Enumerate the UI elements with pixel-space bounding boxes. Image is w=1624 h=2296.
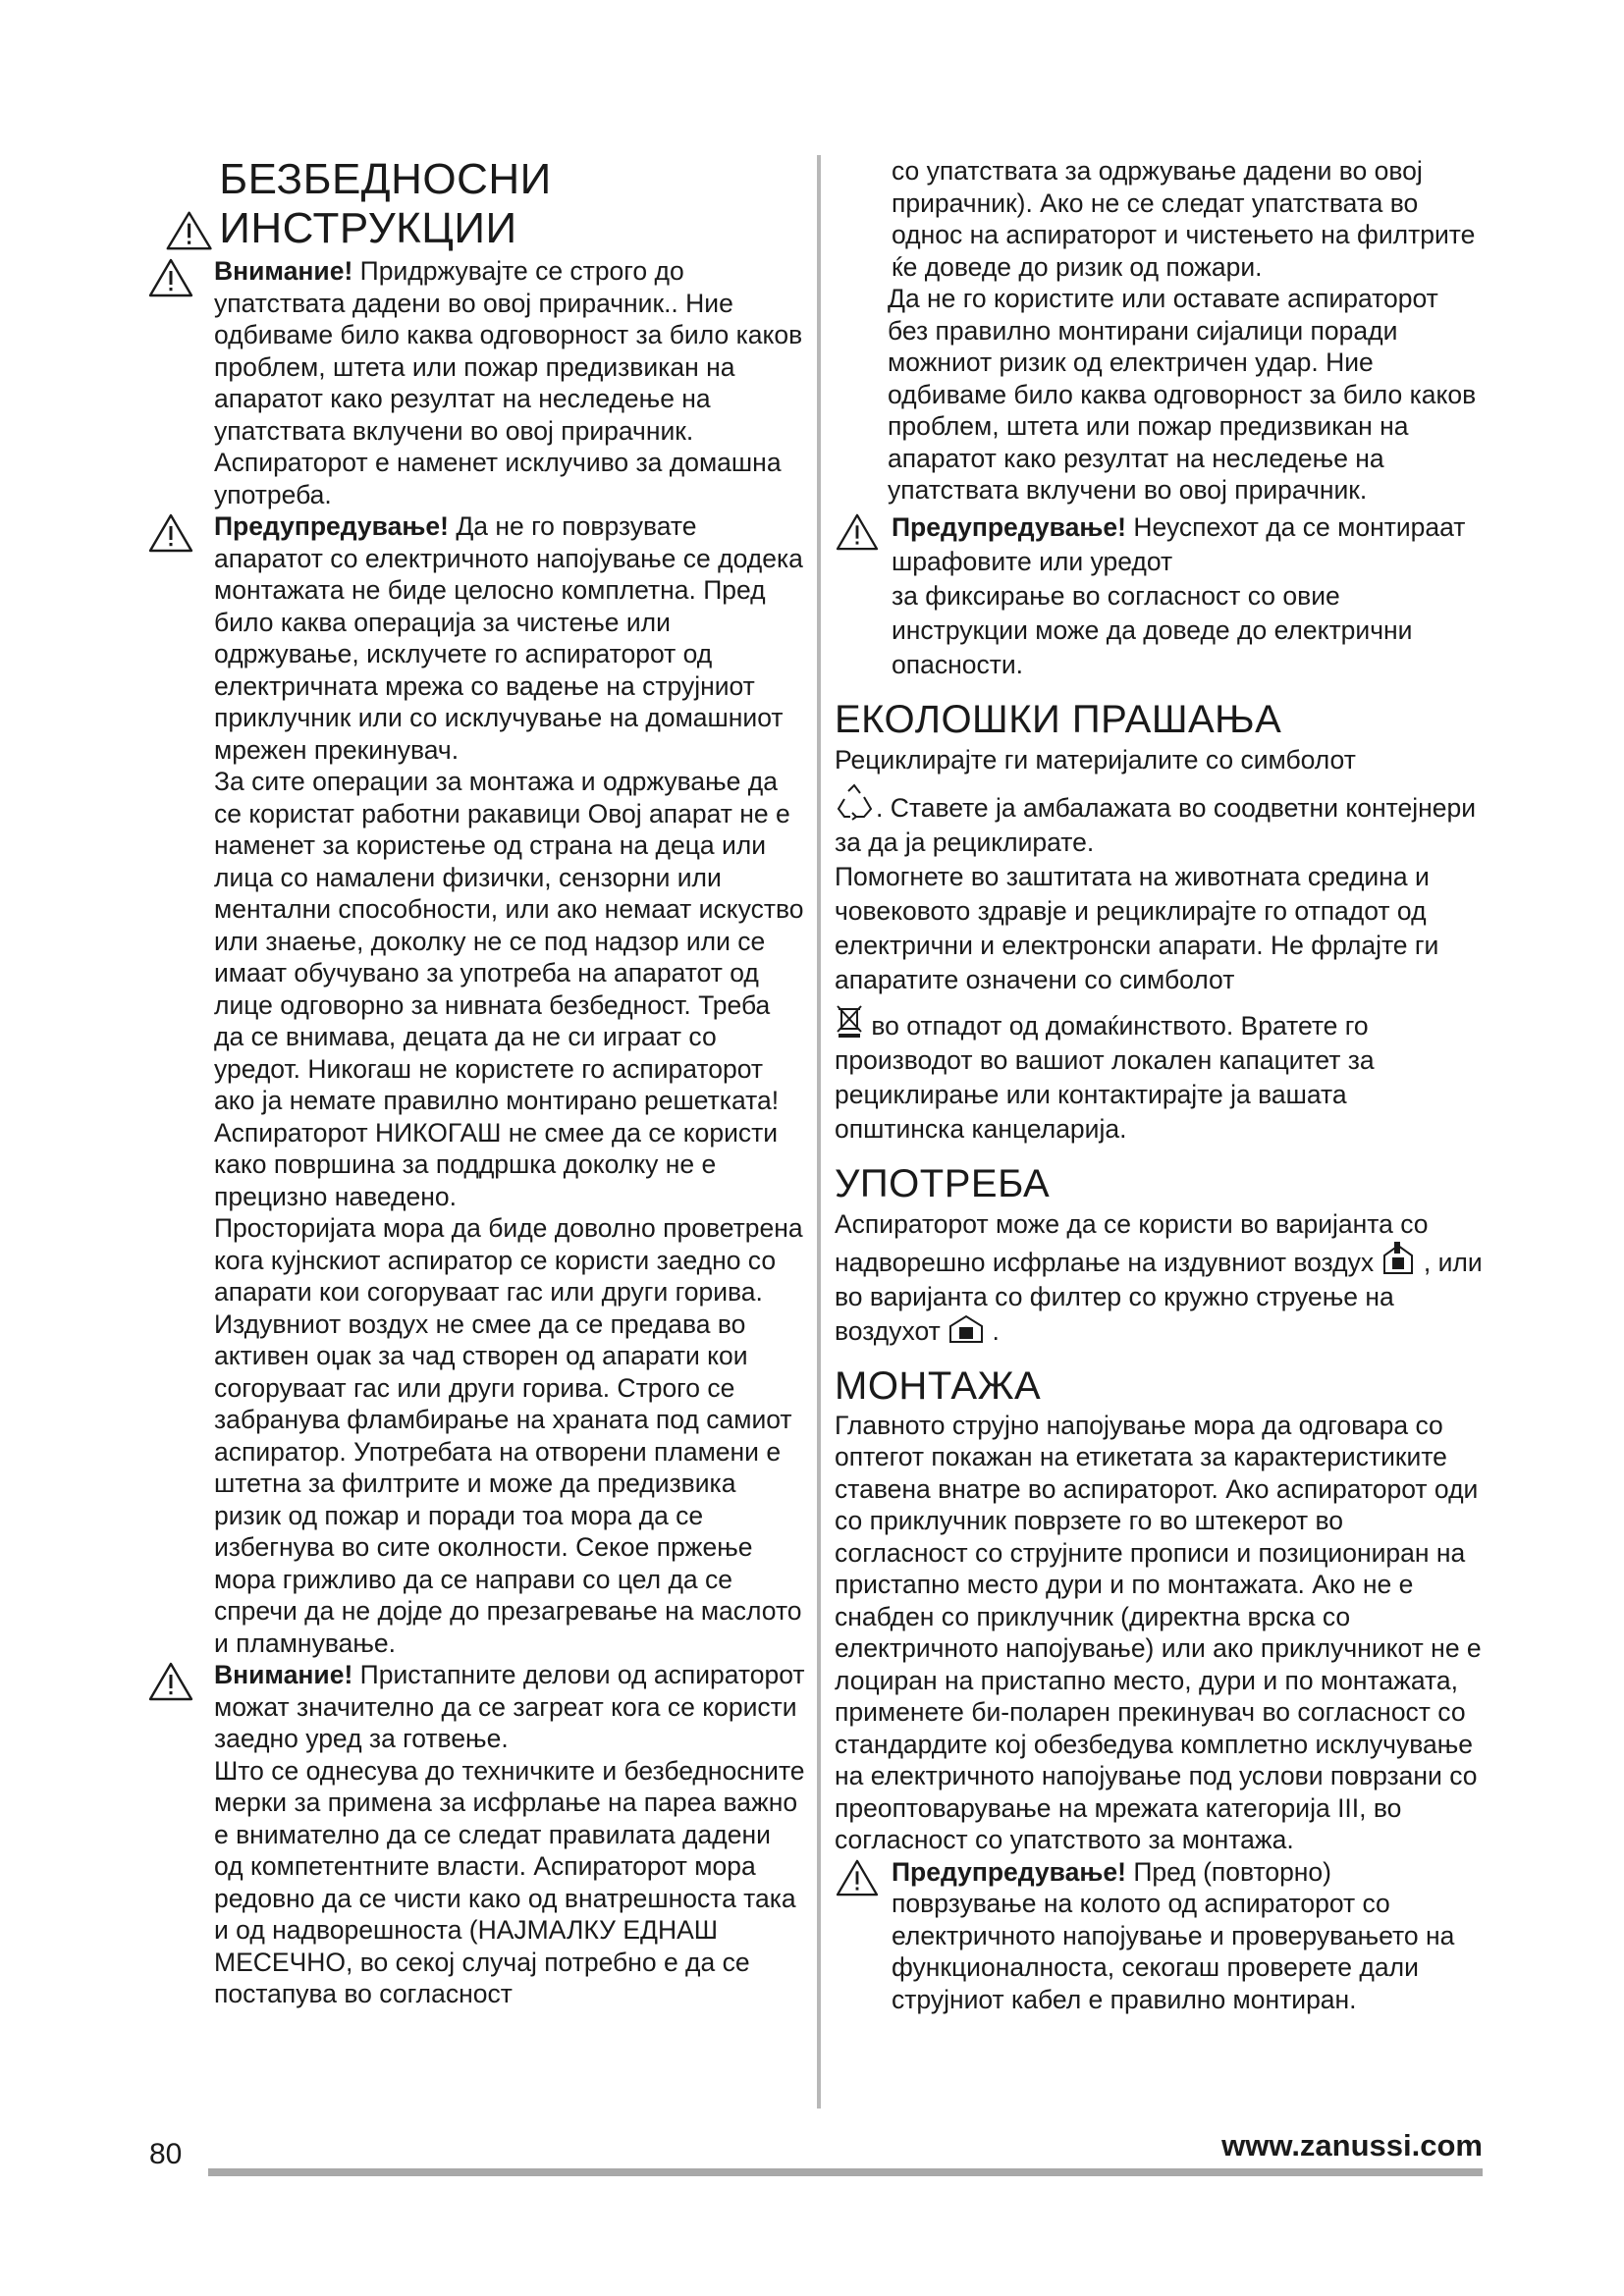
paragraph-technical-measures: Што се однесува до техничките и безбедносните мерки за примена за исфрлање на пареа важно е внимателно да се следат правилата дадени од компетентните власти. Аспираторот мора редовно да се чисти како од внатрешноста така и од надворешноста (НАЈМАЛКУ ЕДНАШ МЕСЕЧНО, во секој случај потребно е да се постапува во согласност bbox=[214, 1755, 805, 2008]
right-column bbox=[835, 155, 1483, 2015]
page-number: 80 bbox=[149, 2138, 183, 2170]
warning-text-4a: Предупредување! Неуспехот да се монтираат шрафовите или уредот bbox=[892, 511, 1466, 576]
use-paragraph: Аспираторот може да се користи во варијанта со надворешно исфрлање на издувниот воздух , или во варијанта со филтер со кружно струење на воздухот . bbox=[835, 1208, 1483, 1346]
warning-block-1 bbox=[147, 255, 805, 510]
warning-text-4b: за фиксирање во согласност со овие инструкции може да доведе до електрични опасности. bbox=[892, 580, 1413, 679]
paragraph-bulbs: Да не го користите или оставате аспираторот без правилно монтирани сијалици поради можниот ризик од електричен удар. Ние одбиваме било каква одговорност за било каков проблем, штета или пожар предизвикан на апаратот како резултат на неследење на упатствата вклучени во овој прирачник. bbox=[888, 284, 1477, 505]
footer-rule bbox=[208, 2168, 1483, 2176]
left-column bbox=[147, 155, 805, 2010]
mount-paragraph: Главното струјно напојување мора да одговара со оптегот покажан на етикетата за карактеристиките ставена внатре во аспираторот. Ако аспираторот оди со приклучник поврзете го во штекерот во согласност со струјните прописи и позициониран на пристапно место дури и по монтажата. Ако не е снабден со приклучник (директна врска со електричното напојување) или ако приклучникот не е лоциран на пристапно место, дури и по монтажата, применете би-поларен прекинувач во согласност со стандардите кој обезбедува комплетно исклучување на електричното напојување под услови поврзани со преоптоварување на мрежата категорија III, во согласност со упатството за монтажа. bbox=[835, 1410, 1482, 1854]
recycle-icon bbox=[835, 783, 876, 821]
column-divider bbox=[817, 155, 821, 2109]
warning-block-3 bbox=[147, 1659, 805, 1755]
recirculation-mode-icon bbox=[947, 1314, 985, 1344]
mount-title: МОНТАЖА bbox=[835, 1363, 1042, 1408]
eco-paragraph-1: Рециклирајте ги материјалите со симболот bbox=[835, 744, 1356, 774]
eco-paragraph-3: Помогнете во заштитата на животната средина и човековото здравје и рециклирајте го отпадот од електрични и електронски апарати. Не фрлајте ги апаратите означени со симболот bbox=[835, 861, 1439, 994]
paragraph-support-surface: Аспираторот НИКОГАШ не смее да се користи како површина за поддршка доколку не е прецизно наведено. bbox=[214, 1117, 779, 1211]
footer-url[interactable]: www.zanussi.com bbox=[1221, 2128, 1483, 2163]
warning-block-5 bbox=[835, 1856, 1483, 2016]
paragraph-gloves-children: За сите операции за монтажа и одржување да се користат работни ракавици Овој апарат не е наменет за користење од страна на деца или лица со намалени физички, сензорни или ментални способности, или ако немаат искуство или знаење, доколку не се под надзор или се имаат обучувано за употреба на апаратот од лице одговорно за нивната безбедност. Треба да се внимава, децата да не си играат со уредот. Никогаш не користете го аспираторот ако ја немате правилно монтирано решетката! bbox=[214, 767, 804, 1115]
eco-title: ЕКОЛОШКИ ПРАШАЊА bbox=[835, 697, 1282, 741]
crossed-bin-icon bbox=[835, 1003, 864, 1039]
eco-paragraph-4: во отпадот од домаќинството. Вратете го производот во вашиот локален капацитет за рециклирање или контактирајте ја вашата општинска канцеларија. bbox=[835, 1003, 1483, 1147]
warning-icon bbox=[147, 512, 194, 554]
warning-icon bbox=[835, 512, 880, 552]
warning-text-5: Предупредување! Пред (повторно) поврзување на колото од аспираторот со електричното напојување и проверувањето на функционалноста, секогаш проверете дали струјниот кабел е правилно монтиран. bbox=[892, 1856, 1455, 2014]
warning-block-4 bbox=[835, 510, 1483, 682]
warning-icon bbox=[165, 208, 213, 253]
warning-text-2: Предупредување! Да не го поврзувате апаратот со електричното напојување се додека монтажата не биде целосно комплетна. Пред било каква операција за чистење или одржување, исклучете го аспираторот од електричната мрежа со вадење на струјниот приклучник или со исклучување на домашниот мрежен прекинувач. bbox=[214, 511, 803, 765]
eco-paragraph-2: . Ставете ја амбалажата во соодветни контејнери за да ја рециклирате. bbox=[835, 783, 1483, 860]
exhaust-mode-icon bbox=[1380, 1242, 1416, 1275]
warning-text-3: Внимание! Пристапните делови од аспираторот можат значително да се загреат кога се користи заедно уред за готвење. bbox=[214, 1660, 805, 1753]
safety-title: БЕЗБЕДНОСНИ ИНСТРУКЦИИ bbox=[165, 155, 805, 253]
warning-icon bbox=[147, 257, 194, 298]
warning-text-1: Внимание! Придржувајте се строго до упатствата дадени во овој прирачник.. Ние одбиваме било каква одговорност за било каков проблем, штета или пожар предизвикан на апаратот како резултат на неследење на упатствата вклучени во овој прирачник. Аспираторот е наменет исклучиво за домашна употреба. bbox=[214, 256, 803, 509]
warning-icon bbox=[147, 1661, 194, 1702]
warning-block-2 bbox=[147, 510, 805, 766]
warning-icon bbox=[835, 1858, 880, 1897]
paragraph-continued: со упатствата за одржување дадени во овој прирачник). Ако не се следат упатствата во однос на аспираторот и чистењето на филтрите ќе доведе до ризик од пожари. bbox=[892, 156, 1476, 282]
paragraph-ventilation: Просторијата мора да биде доволно проветрена кога кујнскиот аспиратор се користи заедно со апарати кои согоруваат гас или други горива. Издувниот воздух не смее да се предава во активен оџак за чад створен од апарати кои согоруваат гас или други горива. Строго се забранува фламбирање на храната под самиот аспиратор. Употребата на отворени пламени е штетна за филтрите и може да предизвика ризик од пожар и поради тоа мора да се избегнува во сите околности. Секое пржење мора грижливо да се направи со цел да се спречи да не дојде до презагревање на маслото и пламнување. bbox=[214, 1213, 803, 1658]
use-title: УПОТРЕБА bbox=[835, 1161, 1051, 1205]
